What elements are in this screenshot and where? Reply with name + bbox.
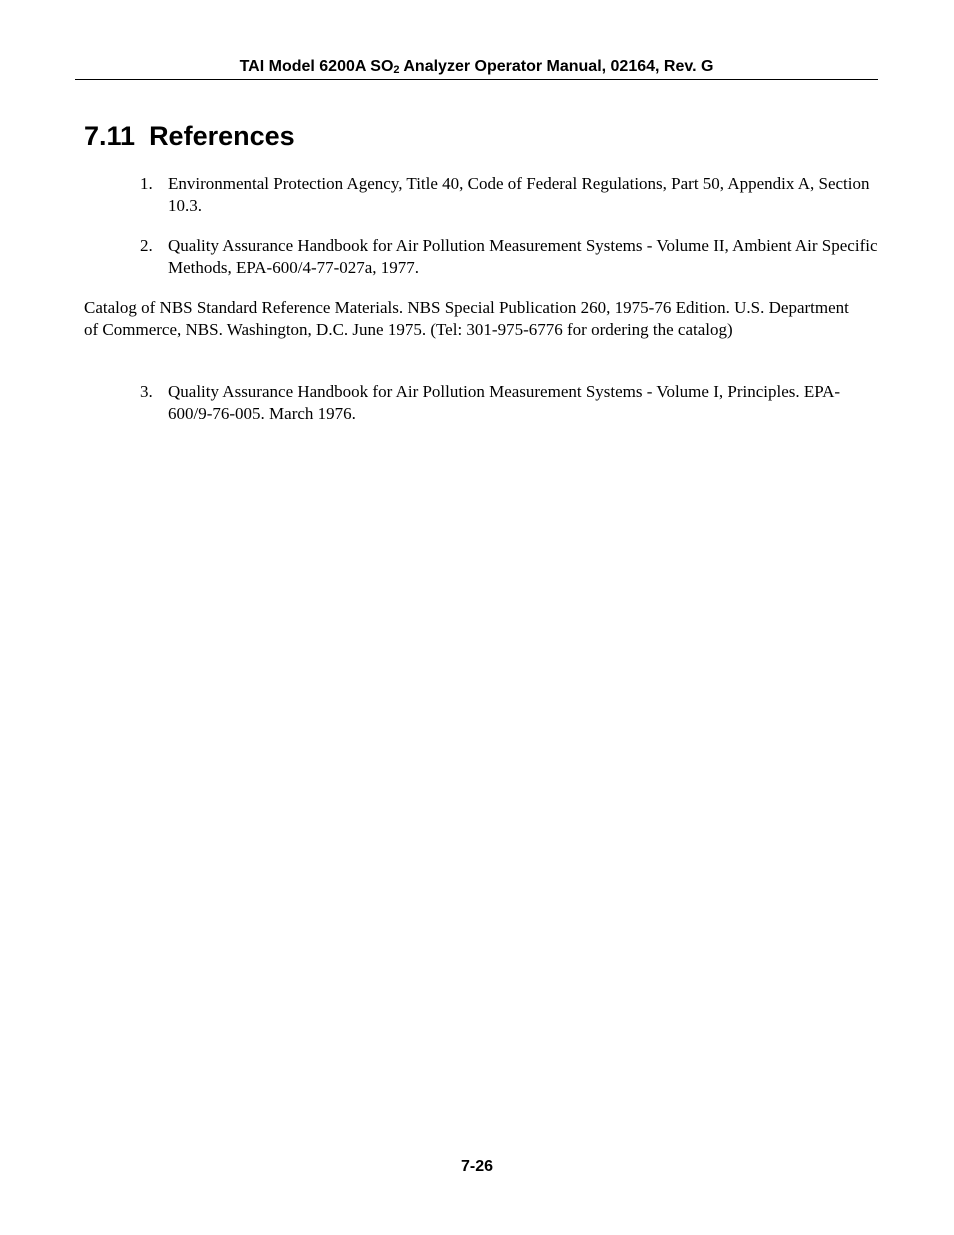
reference-text: Quality Assurance Handbook for Air Pollution Measurement Systems - Volume II, Ambient Air Specific Methods, EPA-600/4-77-027a, 1977. (168, 236, 878, 277)
running-header (75, 57, 878, 77)
header-title-subscript: 2 (393, 64, 400, 76)
page-number: 7-26 (460, 1158, 494, 1175)
header-title-part: TAI Model 6200A SO (239, 58, 394, 75)
header-title-part-end: Analyzer Operator Manual, 02164, Rev. G (399, 58, 714, 75)
section-title: References (149, 121, 295, 151)
reference-item (140, 173, 880, 217)
catalog-paragraph: Catalog of NBS Standard Reference Materials. NBS Special Publication 260, 1975-76 Edition. U.S. Department of Commerce, NBS. Washington, D.C. June 1975. (Tel: 301-975-6776 for ordering the catalog) (84, 298, 849, 339)
reference-number: 2. (140, 236, 153, 255)
reference-item (140, 381, 880, 425)
reference-number: 3. (140, 382, 153, 401)
reference-text: Quality Assurance Handbook for Air Pollution Measurement Systems - Volume I, Principles. EPA-600/9-76-005. March 1976. (168, 382, 841, 423)
section-heading (84, 119, 295, 153)
reference-number: 1. (140, 174, 153, 193)
section-number: 7.11 (84, 121, 136, 151)
reference-item (140, 235, 880, 279)
reference-text: Environmental Protection Agency, Title 40, Code of Federal Regulations, Part 50, Appendix A, Section 10.3. (168, 174, 870, 215)
header-rule (75, 79, 878, 80)
